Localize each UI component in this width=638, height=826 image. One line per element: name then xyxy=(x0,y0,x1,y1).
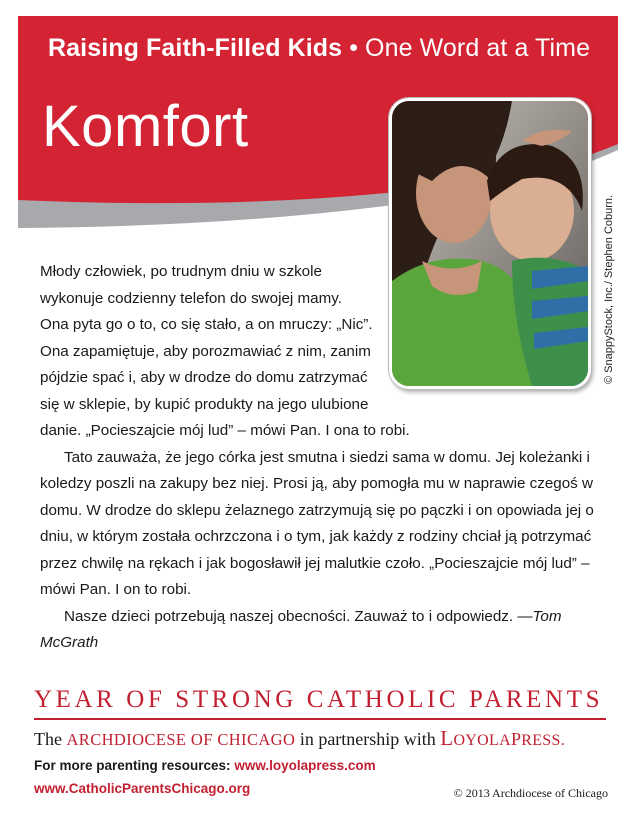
body-text xyxy=(40,259,605,657)
partner-middle-text: in partnership with xyxy=(299,729,436,749)
paragraph-1-line: pójdzie spać i, aby w drodze do domu zatrzymać xyxy=(40,369,368,386)
partner-the: The xyxy=(34,729,62,749)
paragraph-3-text: Nasze dzieci potrzebują naszej obecności. Zauważ to i odpowiedz. — xyxy=(64,607,533,625)
press-initial: P xyxy=(510,729,522,749)
series-title xyxy=(48,34,618,63)
copyright: © 2013 Archdiocese of Chicago xyxy=(453,786,608,800)
loyola-initial: L xyxy=(440,726,454,750)
photo-credit: © SnappyStock, Inc./ Stephen Coburn. xyxy=(603,194,615,384)
bullet-separator: • xyxy=(349,34,359,62)
paragraph-1-line: się w sklepie, by kupić produkty na jego ulubione xyxy=(40,395,369,413)
paragraph-2: Tato zauważa, że jego córka jest smutna i siedzi sama w domu. Jej koleżanki i koledzy poszli na zakupy bez niej. Prosi ją, aby pomogła mu w naprawie czegoś w domu. W drodze do sklepu żelaznego zatrzymują się po pączki i on opowiada jej o dniu, w którym została ochrzczona i o tym, jak każdy z rodziny chciał ją potrzymać przez chwilę na rękach i jak bogosławił jej malutkie czoło. „Pocieszajcie mój lud” – mówi Pan. I on to robi. xyxy=(40,448,594,598)
paragraph-1 xyxy=(40,259,410,445)
page-title: Komfort xyxy=(42,94,249,159)
paragraph-1-line: Ona pyta go o to, co się stało, a on mruczy: „Nic”. xyxy=(40,316,373,333)
footer-divider xyxy=(34,718,606,720)
series-main-title: Raising Faith-Filled Kids xyxy=(48,34,343,62)
paragraph-1-line: Ona zapamiętuje, aby porozmawiać z nim, zanim xyxy=(40,342,371,360)
resources-line xyxy=(34,758,376,773)
paragraph-1-line: danie. „Pocieszajcie mój lud” – mówi Pan. I ona to robi. xyxy=(40,422,410,439)
archdiocese-name: ARCHDIOCESE OF CHICAGO xyxy=(66,730,296,749)
press-rest: RESS. xyxy=(521,732,565,749)
author-name: Tom McGrath xyxy=(40,607,562,651)
year-banner: YEAR OF STRONG CATHOLIC PARENTS xyxy=(34,686,604,713)
loyola-rest: OYOLA xyxy=(453,732,511,749)
loyola-press-logo xyxy=(440,726,565,750)
series-subtitle: One Word at a Time xyxy=(365,34,591,62)
catholicparents-link[interactable]: www.CatholicParentsChicago.org xyxy=(34,781,251,796)
loyolapress-link[interactable]: www.loyolapress.com xyxy=(234,758,376,773)
paragraph-1-line: Młody człowiek, po trudnym dniu w szkole xyxy=(40,263,322,280)
paragraph-3 xyxy=(40,604,605,657)
paragraph-1-line: wykonuje codzienny telefon do swojej mamy. xyxy=(40,289,342,307)
partnership-line xyxy=(34,726,614,751)
resources-label: For more parenting resources: xyxy=(34,758,231,773)
